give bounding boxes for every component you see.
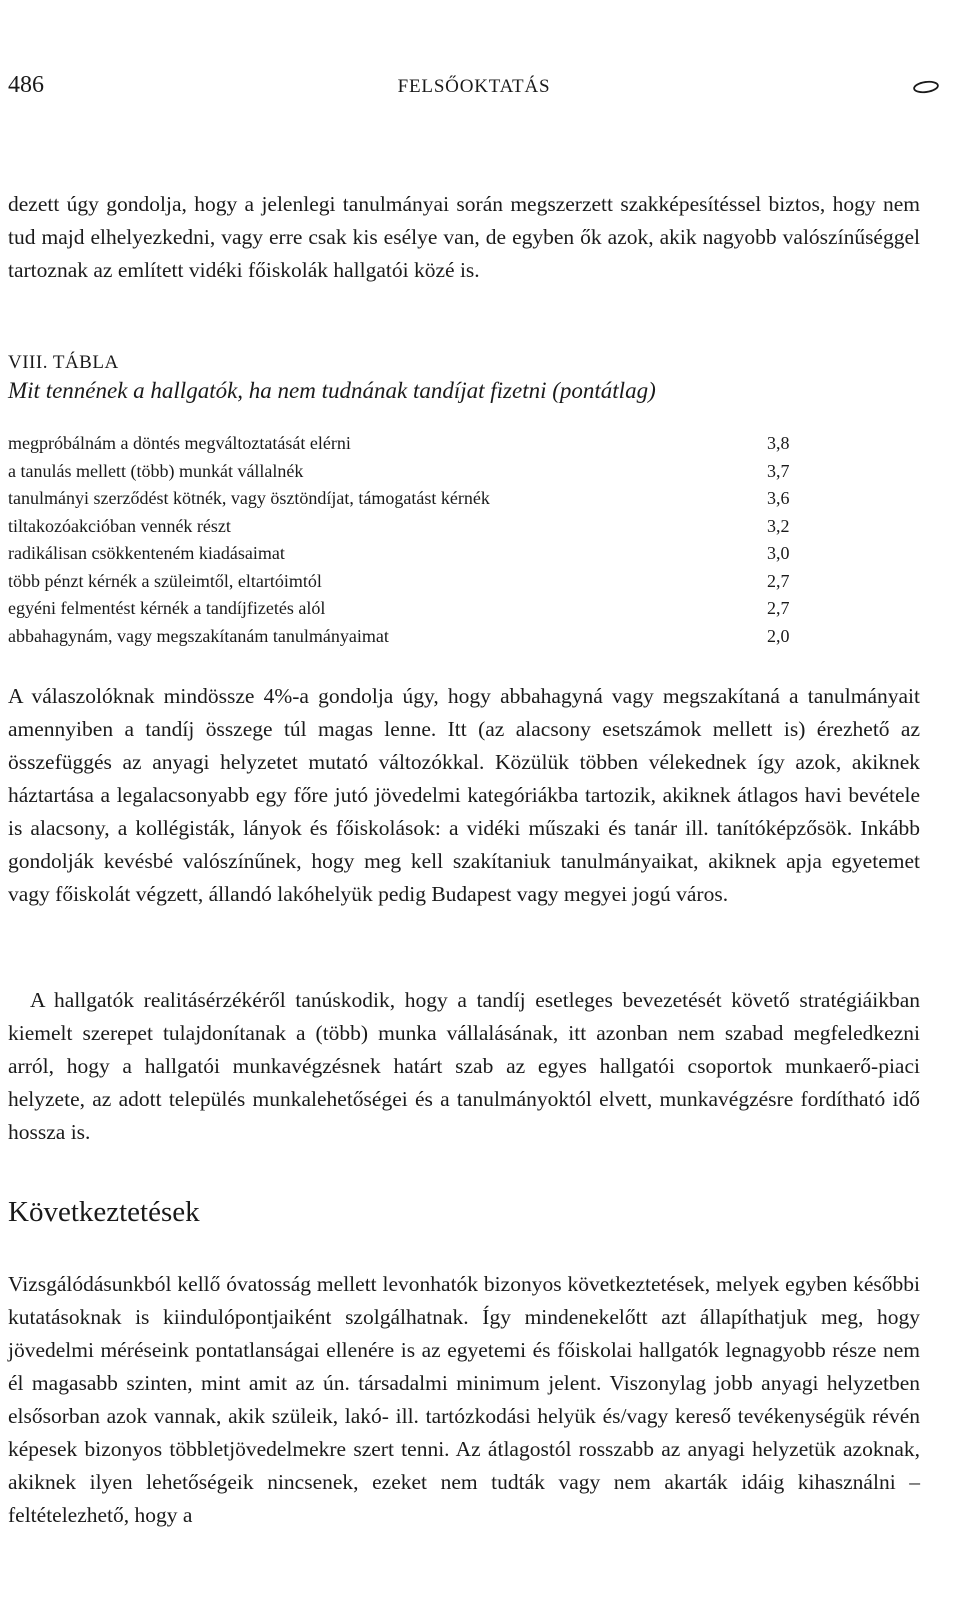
table-row-value: 2,0 xyxy=(767,625,790,646)
results-table xyxy=(8,430,811,650)
table-row-value: 3,8 xyxy=(767,433,790,453)
table-label: VIII. TÁBLA xyxy=(8,352,119,373)
table-row xyxy=(8,430,811,458)
table-row-label: több pénzt kérnék a szüleimtől, eltartóimtól xyxy=(8,570,322,591)
table-row xyxy=(8,623,811,651)
table-row-value: 3,7 xyxy=(767,460,790,481)
section-heading: Következtetések xyxy=(8,1196,200,1228)
table-row-label: abbahagynám, vagy megszakítanám tanulmányaimat xyxy=(8,625,389,646)
table-title: Mit tennének a hallgatók, ha nem tudnának tandíjat fizetni (pontátlag) xyxy=(8,378,656,403)
table-row xyxy=(8,540,811,568)
table-row-label: egyéni felmentést kérnék a tandíjfizetés alól xyxy=(8,598,326,618)
body-paragraph-2: A hallgatók realitásérzékéről tanúskodik, hogy a tandíj esetleges bevezetését követő stratégiáikban kiemelt szerepet tulajdonítanak a (több) munka vállalásának, itt azonban nem szabad megfeledkezni arról, hogy a hallgatói munkavégzésnek határt szab az egyes hallgatói csoportok munkaerő-piaci helyzete, az adott település munkalehetőségei és a tanulmányoktól elvett, munkavégzésre fordítható idő hossza is. xyxy=(8,988,920,1144)
table-row-label: a tanulás mellett (több) munkát vállalnék xyxy=(8,460,304,481)
table-row-value: 3,6 xyxy=(767,488,790,508)
table-row-label: tanulmányi szerződést kötnék, vagy ösztöndíjat, támogatást kérnék xyxy=(8,488,490,508)
table-row-label: radikálisan csökkenteném kiadásaimat xyxy=(8,543,285,563)
table-row xyxy=(8,513,811,541)
oval-ornament-icon xyxy=(912,80,940,94)
table-row xyxy=(8,568,811,596)
table-row-value: 2,7 xyxy=(767,570,790,591)
table-row-value: 3,0 xyxy=(767,543,790,563)
page-number: 486 xyxy=(8,72,44,98)
intro-paragraph: dezett úgy gondolja, hogy a jelenlegi tanulmányai során megszerzett szakképesítéssel biztos, hogy nem tud majd elhelyezkedni, vagy erre csak kis esélye van, de egyben ők azok, akik nagyobb valószínűséggel tartoznak az említett vidéki főiskolák hallgatói közé is. xyxy=(8,192,920,282)
table-row xyxy=(8,595,811,623)
running-head: FELSŐOKTATÁS xyxy=(397,76,551,97)
table-row-label: megpróbálnám a döntés megváltoztatását elérni xyxy=(8,433,351,453)
table-row xyxy=(8,458,811,486)
table-row-value: 3,2 xyxy=(767,515,790,536)
body-paragraph-1: A válaszolóknak mindössze 4%-a gondolja úgy, hogy abbahagyná vagy megszakítaná a tanulmányait amennyiben a tandíj összege túl magas lenne. Itt (az alacsony esetszámok mellett is) érezhető az összefüggés az anyagi helyzetet mutató változókkal. Közülük többen vélekednek így azok, akiknek háztartása a legalacsonyabb egy főre jutó jövedelmi kategóriákba tartozik, akiknek átlagos havi bevétele is alacsony, a kollégisták, lányok és főiskolások: a vidéki műszaki és tanár ill. tanítóképzősök. Inkább gondolják kevésbé valószínűnek, hogy meg kell szakítaniuk tanulmányaikat, akiknek apja egyetemet vagy főiskolát végzett, állandó lakóhelyük pedig Budapest vagy megyei jogú város. xyxy=(8,684,920,906)
table-row xyxy=(8,485,811,513)
table-row-value: 2,7 xyxy=(767,598,790,618)
page-header xyxy=(8,72,940,108)
body-paragraph-3: Vizsgálódásunkból kellő óvatosság mellett levonhatók bizonyos következtetések, melyek egyben későbbi kutatásoknak is kiindulópontjaiként szolgálhatnak. Így mindenekelőtt azt állapíthatjuk meg, hogy jövedelmi méréseink pontatlanságai ellenére is az egyetemi és főiskolai hallgatók legnagyobb része nem él magasabb szinten, mint amit az ún. társadalmi minimum jelent. Viszonylag jobb anyagi helyzetben elsősorban azok vannak, akik szüleik, lakó- ill. tartózkodási helyük és/vagy kereső tevékenységük révén képesek bizonyos többletjövedelmekre szert tenni. Az átlagostól rosszabb az anyagi helyzetük azoknak, akiknek ilyen lehetőségeik nincsenek, ezeket nem tudták vagy nem akarták idáig kihasználni – feltételezhető, hogy a xyxy=(8,1272,920,1527)
table-row-label: tiltakozóakcióban vennék részt xyxy=(8,515,231,536)
